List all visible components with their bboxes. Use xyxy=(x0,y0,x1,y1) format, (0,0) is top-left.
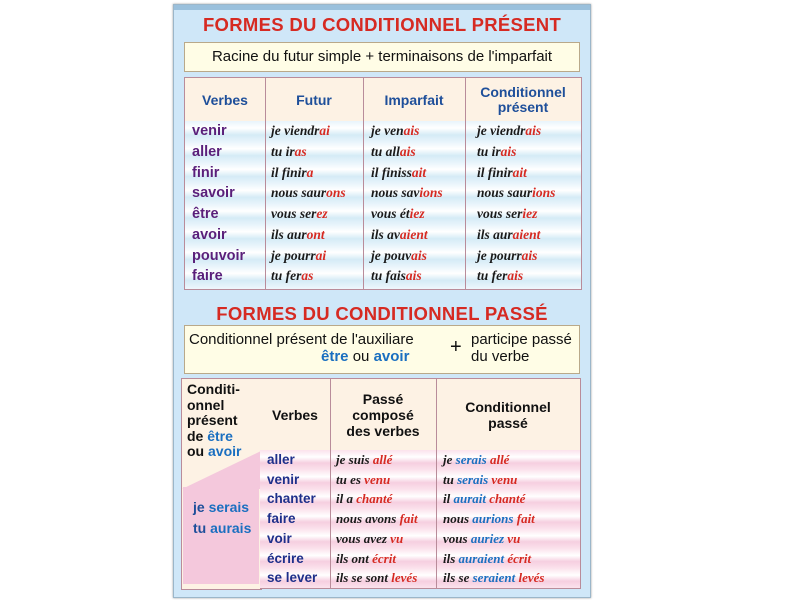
table-row xyxy=(185,204,581,225)
futur-form xyxy=(271,266,313,287)
stem: ils aur xyxy=(271,226,307,242)
stem: tu fer xyxy=(477,268,508,284)
stem: je pourr xyxy=(271,247,316,263)
participle: venu xyxy=(364,471,391,487)
table-row xyxy=(185,163,581,184)
header-conditionnel-present xyxy=(465,78,581,122)
stem: vous ét xyxy=(371,206,410,221)
verb-infinitive: voir xyxy=(267,530,292,546)
participle: chanté xyxy=(489,491,526,507)
poster-frame xyxy=(174,5,590,10)
aux-label-line: Conditi- xyxy=(187,381,240,397)
ending: ais xyxy=(500,143,517,159)
pronoun: nous xyxy=(443,511,473,527)
rule-present-box xyxy=(184,42,580,72)
verb-infinitive: venir xyxy=(192,123,227,139)
participle: levés xyxy=(518,570,545,586)
ending: ais xyxy=(507,268,524,284)
stem: tu ir xyxy=(477,143,501,159)
aux-example-serais: serais xyxy=(208,499,250,515)
passe-compose-form xyxy=(336,509,418,529)
table-row xyxy=(260,470,580,490)
ending: ai xyxy=(319,123,330,138)
header-conditionnel-passe xyxy=(436,379,580,451)
verb-infinitive: faire xyxy=(267,511,296,527)
aux-label-avoir: avoir xyxy=(208,443,242,459)
stem: ils av xyxy=(371,226,400,242)
ending: ais xyxy=(525,123,542,138)
participle: écrit xyxy=(372,550,396,566)
imparfait-form xyxy=(371,142,416,163)
table-passe-header xyxy=(260,378,581,452)
stem: je viendr xyxy=(271,123,320,138)
ending: ions xyxy=(419,185,443,201)
stem: nous sav xyxy=(371,185,420,201)
header-passe-compose xyxy=(330,379,436,451)
auxiliary: seraient xyxy=(472,570,516,586)
ending: ez xyxy=(316,206,328,221)
auxiliary: auriez xyxy=(470,530,505,546)
aux-label-de: de xyxy=(187,427,208,444)
rule-passe-right xyxy=(471,331,572,365)
imparfait-form xyxy=(371,225,428,246)
imparfait-form xyxy=(371,246,427,267)
rule-passe-left xyxy=(189,331,414,365)
verb-infinitive: chanter xyxy=(267,491,316,507)
auxiliary: aurions xyxy=(472,511,514,527)
conditionnel-passe-form xyxy=(443,549,531,569)
auxiliary-column xyxy=(181,378,262,590)
header-cp-line: passé xyxy=(488,415,528,431)
participle: allé xyxy=(489,452,510,467)
conditionnel-form xyxy=(477,183,555,204)
stem: tu all xyxy=(371,143,400,159)
aux-example-pronoun: je xyxy=(193,499,209,515)
table-row xyxy=(185,225,581,246)
ending: ais xyxy=(411,247,427,263)
auxiliary-examples xyxy=(193,497,251,539)
stem: il finir xyxy=(271,164,307,180)
title-conditionnel-present: FORMES DU CONDITIONNEL PRÉSENT xyxy=(202,14,562,35)
stem: ils aur xyxy=(477,226,513,242)
table-row xyxy=(260,529,580,549)
auxiliary: je suis xyxy=(336,452,373,467)
verb-infinitive: aller xyxy=(267,452,295,467)
aux-label-line xyxy=(187,429,241,445)
title-conditionnel-passe: FORMES DU CONDITIONNEL PASSÉ xyxy=(216,303,548,324)
arrow-shape xyxy=(182,451,261,491)
rule-plus: + xyxy=(450,336,462,358)
futur-form xyxy=(271,246,326,267)
imparfait-form xyxy=(371,163,426,184)
stem: nous saur xyxy=(271,185,327,201)
ending: ais xyxy=(399,143,416,159)
column-divider xyxy=(265,78,266,122)
conditionnel-form xyxy=(477,204,537,225)
auxiliary: vous avez xyxy=(336,530,391,546)
imparfait-form xyxy=(371,204,425,225)
verb-infinitive: venir xyxy=(267,471,300,487)
conditionnel-form xyxy=(477,246,537,267)
ending: ait xyxy=(411,164,427,180)
aux-label-ou: ou xyxy=(187,443,208,459)
futur-form xyxy=(271,121,330,142)
aux-example-line xyxy=(193,497,251,518)
ending: ont xyxy=(306,226,325,242)
participle: venu xyxy=(491,471,518,487)
ending: ai xyxy=(315,247,327,263)
stem: il finir xyxy=(477,164,513,180)
verb-infinitive: aller xyxy=(192,143,222,160)
conditionnel-passe-form xyxy=(443,470,517,490)
rule-present-text: Racine du futur simple + terminaisons de l'imparfait xyxy=(211,48,553,65)
header-futur: Futur xyxy=(296,91,332,108)
aux-example-aurais: aurais xyxy=(210,520,252,536)
verb-infinitive: faire xyxy=(192,268,223,285)
imparfait-form xyxy=(371,121,419,142)
conditionnel-passe-form xyxy=(443,568,544,588)
table-row xyxy=(260,549,580,569)
verb-infinitive: être xyxy=(192,206,219,222)
table-present-body xyxy=(184,121,582,290)
header-cp-line: Conditionnel xyxy=(465,399,551,415)
header-pc-line: des verbes xyxy=(346,423,420,439)
rule-passe-box xyxy=(184,325,580,374)
stem: tu fais xyxy=(371,268,406,284)
aux-ou: ou xyxy=(352,348,370,365)
conditionnel-form xyxy=(477,121,541,142)
verb-infinitive: savoir xyxy=(192,185,235,202)
auxiliary: tu es xyxy=(336,471,365,487)
table-row xyxy=(260,568,580,588)
ending: iez xyxy=(409,206,425,221)
aux-label-etre: être xyxy=(207,427,233,444)
conditionnel-passe-form xyxy=(443,529,520,549)
auxiliary: ils se sont xyxy=(336,570,392,586)
header-cond-line1: Conditionnel xyxy=(480,84,566,100)
participle: fait xyxy=(399,511,418,527)
auxiliary: aurait xyxy=(453,491,486,507)
conditionnel-passe-form xyxy=(443,450,509,470)
table-row xyxy=(260,450,580,470)
ending: a xyxy=(306,164,314,180)
verb-infinitive: écrire xyxy=(267,550,304,566)
ending: ions xyxy=(532,185,556,201)
stem: tu fer xyxy=(271,268,302,284)
table-row xyxy=(185,121,581,142)
auxiliary: auraient xyxy=(458,550,505,566)
pronoun: ils se xyxy=(443,570,473,586)
aux-example-pronoun: tu xyxy=(193,520,211,536)
ending: ait xyxy=(512,164,527,180)
table-row xyxy=(185,183,581,204)
ending: as xyxy=(301,268,314,284)
rule-passe-part2b: du verbe xyxy=(471,348,530,365)
aux-etre: être xyxy=(321,348,349,365)
table-row xyxy=(185,142,581,163)
verb-infinitive: pouvoir xyxy=(192,247,246,264)
stem: je pourr xyxy=(477,247,522,263)
ending: ais xyxy=(403,123,420,138)
table-passe-body xyxy=(260,450,581,589)
pronoun: ils xyxy=(443,550,459,566)
rule-passe-aux xyxy=(189,348,414,365)
passe-compose-form xyxy=(336,549,396,569)
participle: écrit xyxy=(507,550,532,566)
ending: ais xyxy=(521,247,538,263)
rule-passe-part1: Conditionnel présent de l'auxiliare xyxy=(189,331,414,348)
aux-avoir: avoir xyxy=(373,348,410,365)
auxiliary: nous avons xyxy=(336,511,400,527)
ending: as xyxy=(294,143,307,159)
passe-compose-form xyxy=(336,470,390,490)
header-pc-line: composé xyxy=(352,407,414,423)
participle: vu xyxy=(507,530,521,546)
ending: aient xyxy=(399,226,428,242)
participle: allé xyxy=(372,452,393,467)
stem: je pouv xyxy=(371,247,412,263)
header-pc-line: Passé xyxy=(362,391,404,407)
auxiliary: serais xyxy=(457,471,489,487)
conditionnel-form xyxy=(477,142,516,163)
participle: levés xyxy=(391,570,418,586)
imparfait-form xyxy=(371,266,422,287)
column-divider xyxy=(363,78,364,122)
grammar-poster xyxy=(173,4,591,598)
table-present-header xyxy=(184,77,582,123)
column-divider xyxy=(436,379,437,451)
pronoun: vous xyxy=(443,530,471,546)
aux-label-line: onnel xyxy=(187,396,225,413)
ending: ais xyxy=(405,268,422,284)
stem: je viendr xyxy=(477,123,526,138)
imparfait-form xyxy=(371,183,443,204)
verb-infinitive: avoir xyxy=(192,226,227,243)
column-divider xyxy=(465,78,466,122)
futur-form xyxy=(271,163,313,184)
rule-passe-part2a: participe passé xyxy=(471,331,572,348)
ending: ons xyxy=(326,185,346,201)
table-row xyxy=(185,246,581,267)
passe-compose-form xyxy=(336,529,403,549)
table-row xyxy=(260,489,580,509)
pronoun: je xyxy=(443,452,456,467)
auxiliary: il a xyxy=(336,491,357,507)
passe-compose-form xyxy=(336,450,392,470)
header-imparfait: Imparfait xyxy=(384,91,444,108)
table-row xyxy=(260,509,580,529)
stem: vous ser xyxy=(271,206,317,221)
aux-label-line: présent xyxy=(187,412,238,428)
conditionnel-form xyxy=(477,163,527,184)
stem: nous saur xyxy=(477,185,533,201)
passe-compose-form xyxy=(336,489,392,509)
auxiliary: serais xyxy=(455,452,487,467)
participle: fait xyxy=(516,511,535,527)
table-row xyxy=(185,266,581,287)
participle: chanté xyxy=(356,491,393,507)
auxiliary-label xyxy=(187,382,241,460)
conditionnel-form xyxy=(477,225,540,246)
stem: il finiss xyxy=(371,164,412,180)
header-verbes: Verbes xyxy=(202,91,248,108)
pronoun: tu xyxy=(443,471,458,487)
stem: je ven xyxy=(371,123,404,138)
futur-form xyxy=(271,225,325,246)
futur-form xyxy=(271,142,307,163)
futur-form xyxy=(271,204,328,225)
futur-form xyxy=(271,183,346,204)
verb-infinitive: finir xyxy=(192,164,220,181)
auxiliary: ils ont xyxy=(336,550,373,566)
ending: iez xyxy=(522,206,538,221)
passe-compose-form xyxy=(336,568,417,588)
ending: aient xyxy=(512,226,541,242)
stem: tu ir xyxy=(271,143,295,159)
conditionnel-form xyxy=(477,266,523,287)
pronoun: il xyxy=(443,491,454,507)
column-divider xyxy=(330,379,331,451)
conditionnel-passe-form xyxy=(443,489,525,509)
aux-example-line xyxy=(193,518,251,539)
stem: vous ser xyxy=(477,206,523,221)
conditionnel-passe-form xyxy=(443,509,535,529)
participle: vu xyxy=(390,530,404,546)
header-verbes-2: Verbes xyxy=(272,407,318,423)
header-cond-line2: présent xyxy=(497,99,549,115)
verb-infinitive: se lever xyxy=(267,570,318,586)
